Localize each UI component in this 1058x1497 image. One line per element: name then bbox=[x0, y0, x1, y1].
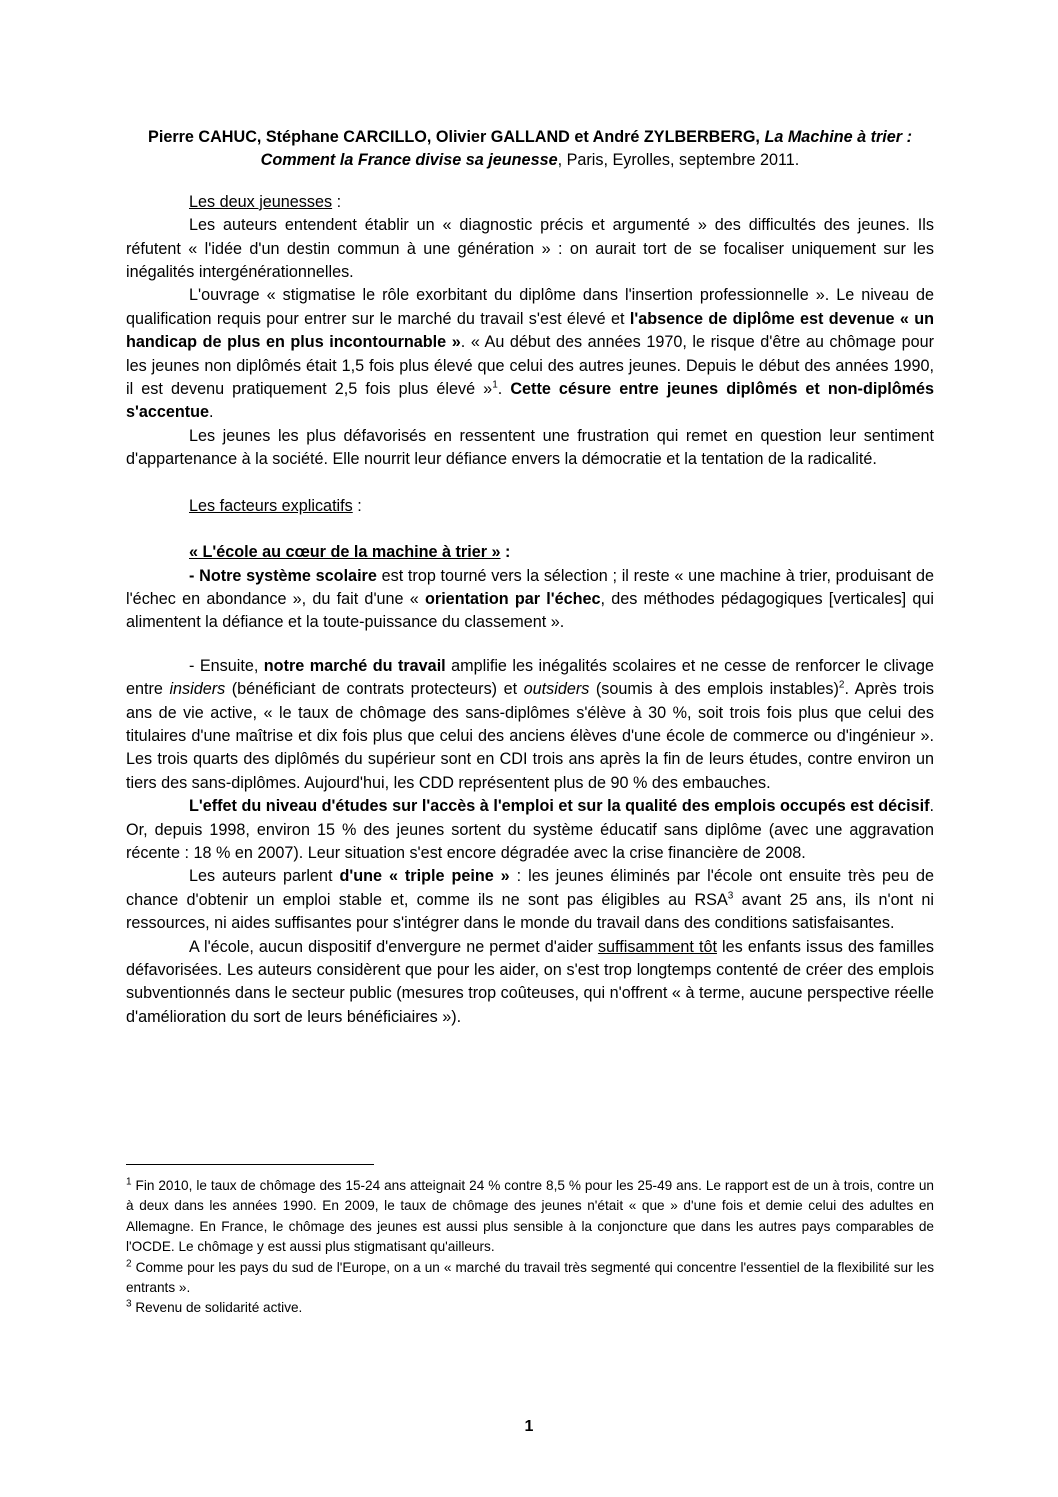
paragraph bbox=[126, 936, 934, 1030]
paragraph bbox=[126, 865, 934, 935]
document-body bbox=[126, 126, 934, 1029]
italic-run: insiders bbox=[169, 680, 226, 699]
text-run: : les jeunes éliminés par l'école ont ensuite très peu de chance d'obtenir un emploi stable et, comme ils ne sont pas éligibles au RSA bbox=[126, 867, 934, 909]
text-run: , des méthodes pédagogiques [verticales] qui alimentent la défiance et la toute-puissance du classement ». bbox=[126, 589, 934, 632]
section-heading-suffix: : bbox=[352, 496, 362, 515]
paragraph bbox=[126, 284, 934, 424]
publisher: , Paris, Eyrolles, septembre 2011. bbox=[557, 151, 800, 170]
footnotes bbox=[126, 1176, 934, 1319]
footnote-1 bbox=[126, 1176, 934, 1258]
text-run: (bénéficiant de contrats protecteurs) et bbox=[225, 680, 524, 699]
footnote-number: 1 bbox=[126, 1176, 132, 1188]
section-heading-ecole bbox=[126, 541, 934, 564]
footnote-ref[interactable]: 3 bbox=[727, 890, 734, 902]
section-heading-suffix: : bbox=[332, 192, 342, 211]
page-number: 1 bbox=[524, 1418, 534, 1435]
footnote-ref[interactable]: 1 bbox=[492, 379, 498, 391]
book-reference-heading bbox=[126, 126, 934, 173]
footnote-2 bbox=[126, 1258, 934, 1299]
italic-run: outsiders bbox=[523, 680, 590, 699]
paragraph bbox=[126, 655, 934, 795]
section-heading-deux-jeunesses bbox=[126, 191, 934, 214]
authors: Pierre CAHUC, Stéphane CARCILLO, Olivier GALLAND et André ZYLBERBERG, bbox=[148, 128, 760, 146]
section-heading-facteurs bbox=[126, 495, 934, 518]
text-run: . « Au début des années 1970, le risque d'être au chômage pour les jeunes non diplômés était 1,5 fois plus élevé que celui des autres jeunes. Depuis le début des années 1990, il est devenu pratiquement 2,5 fois plus élevé » bbox=[126, 333, 934, 399]
text-run: Les auteurs parlent bbox=[189, 867, 340, 886]
footnote-number: 2 bbox=[126, 1258, 132, 1270]
bold-run: d'une « triple peine » bbox=[339, 867, 510, 886]
text-run: amplifie les inégalités scolaires et ne cesse de renforcer le clivage entre bbox=[126, 656, 934, 699]
section-heading-text: Les deux jeunesses bbox=[189, 192, 333, 211]
footnote-number: 3 bbox=[126, 1298, 132, 1310]
paragraph bbox=[126, 565, 934, 635]
footnote-text: Revenu de solidarité active. bbox=[131, 1300, 303, 1316]
bold-run: système scolaire bbox=[246, 566, 377, 585]
text-run: . bbox=[209, 403, 214, 422]
text-run: les enfants issus des familles défavorisées. Les auteurs considèrent que pour les aider, on s'est trop longtemps contenté de créer des emplois subventionnés dans le secteur public (mesures trop coûteuses, qui n'offrent « à terme, aucune perspective réelle d'amélioration du sort de leurs bénéficiaires »). bbox=[126, 937, 934, 1026]
text-run: L'ouvrage « stigmatise le rôle exorbitant du diplôme dans l'insertion professionnelle ». Le niveau de qualification requis pour entrer sur le marché du travail s'est élevé et bbox=[126, 286, 934, 328]
underlined-run: suffisamment tôt bbox=[597, 937, 717, 956]
paragraph bbox=[126, 795, 934, 865]
bold-run: l'absence de diplôme est devenue « un handicap de plus en plus incontournable » bbox=[126, 309, 934, 352]
footnote-text: Fin 2010, le taux de chômage des 15-24 ans atteignait 24 % contre 8,5 % pour les 25-49 ans. Le rapport est de un à trois, contre un à deux dans les années 1990. En 2009, le taux de chômage des jeunes n'était « que » d'une fois et demie celui des adultes en Allemagne. En France, le chômage des jeunes est aussi plus sensible à la conjoncture que dans les autres pays comparables de l'OCDE. Le chômage y est aussi plus stigmatisant qu'ailleurs. bbox=[126, 1178, 934, 1255]
text-run: . Or, depuis 1998, environ 15 % des jeunes sortent du système éducatif sans diplôme (avec une aggravation récente : 18 % en 2007). Leur situation s'est encore dégradée avec la crise financière de 2008. bbox=[126, 797, 934, 862]
footnote-separator bbox=[126, 1164, 374, 1165]
footnote-ref[interactable]: 2 bbox=[838, 679, 845, 691]
section-heading-text: « L'école au cœur de la machine à trier » bbox=[189, 543, 501, 562]
text-run: . bbox=[497, 380, 511, 399]
book-title-part1: La Machine à trier : bbox=[764, 128, 912, 146]
footnote-3 bbox=[126, 1298, 934, 1318]
paragraph: Les auteurs entendent établir un « diagnostic précis et argumenté » des difficultés des jeunes. Ils réfutent « l'idée d'un destin commun à une génération » : on aurait tort de se focaliser uniquement sur les inégalités intergénérationnelles. bbox=[126, 216, 934, 282]
text-run: est trop tourné vers la sélection ; il reste « une machine à trier, produisant de l'échec en abondance », du fait d'une « bbox=[126, 566, 935, 608]
text-run: avant 25 ans, ils n'ont ni ressources, ni aides suffisantes pour s'intégrer dans le monde du travail dans des conditions satisfaisantes. bbox=[126, 890, 934, 933]
paragraph: Les jeunes les plus défavorisés en ressentent une frustration qui remet en question leur sentiment d'appartenance à la société. Elle nourrit leur défiance envers la démocratie et la tentation de la radicalité. bbox=[126, 426, 934, 469]
text-run: A l'école, aucun dispositif d'envergure ne permet d'aider bbox=[189, 937, 598, 956]
bold-run: orientation par l'échec bbox=[425, 589, 601, 608]
book-title-part2: Comment la France divise sa jeunesse bbox=[260, 151, 558, 170]
text-run: (soumis à des emplois instables) bbox=[589, 680, 839, 699]
footnote-text: Comme pour les pays du sud de l'Europe, on a un « marché du travail très segmenté qui concentre l'essentiel de la flexibilité sur les entrants ». bbox=[126, 1259, 934, 1296]
section-heading-text: Les facteurs explicatifs bbox=[189, 496, 353, 515]
text-run: . Après trois ans de vie active, « le taux de chômage des sans-diplômes s'élève à 30 %, soit trois fois plus que celui des titulaires d'une maîtrise et dix fois plus que celui des anciens élèves d'une école de commerce ou d'ingénieur ». Les trois quarts des diplômés du supérieur sont en CDI trois ans après la fin de leurs études, contre environ un tiers des sans-diplômes. Aujourd'hui, les CDD représentent plus de 90 % des embauches. bbox=[126, 680, 934, 792]
bold-run: - Notre bbox=[189, 566, 247, 585]
section-heading-suffix: : bbox=[500, 543, 511, 562]
bold-run: Cette césure entre jeunes diplômés et non-diplômés s'accentue bbox=[126, 380, 935, 422]
bold-run: notre marché du travail bbox=[263, 656, 446, 675]
bold-run: L'effet du niveau d'études sur l'accès à l'emploi et sur la qualité des emplois occupés est décisif bbox=[189, 797, 930, 816]
text-run: - Ensuite, bbox=[189, 656, 264, 675]
